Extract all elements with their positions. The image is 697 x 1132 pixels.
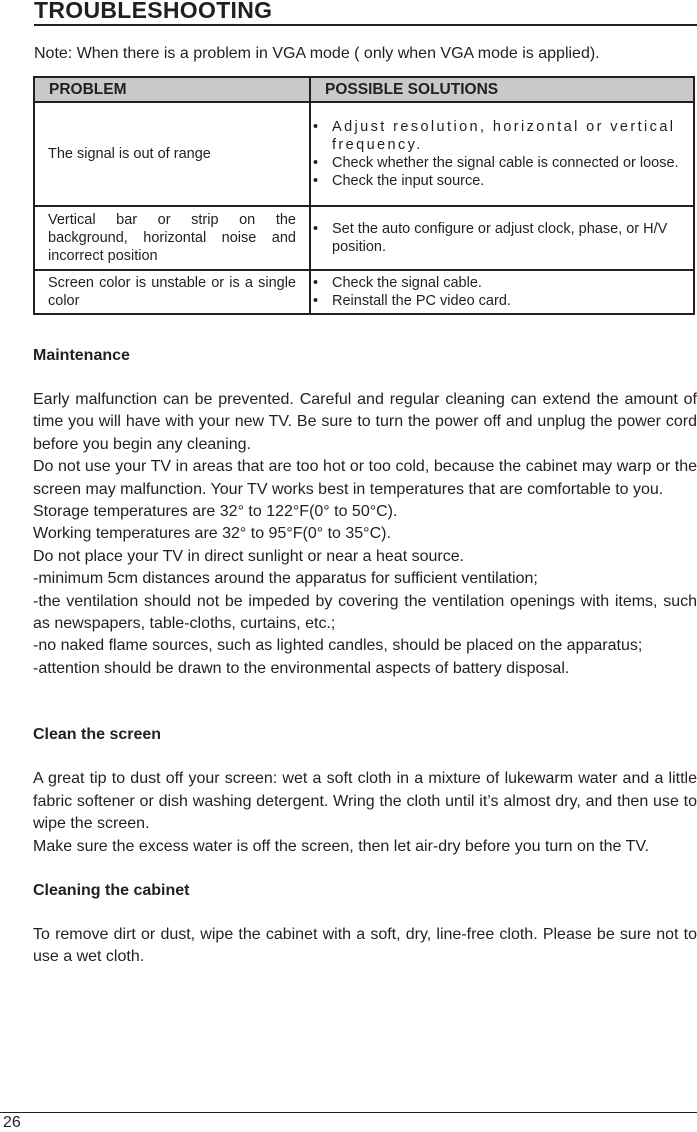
solutions-cell — [310, 206, 694, 270]
table-header-row — [34, 77, 694, 102]
page-title: TROUBLESHOOTING — [34, 0, 697, 26]
paragraph: -attention should be drawn to the environmental aspects of battery disposal. — [33, 659, 570, 677]
troubleshooting-table — [33, 76, 695, 315]
table-row — [34, 102, 694, 206]
paragraph: A great tip to dust off your screen: wet a soft cloth in a mixture of lukewarm water and a little fabric softener or dish washing detergent. Wring the cloth until it’s almost dry, and then use to wipe the screen. — [33, 770, 697, 833]
table-row — [34, 206, 694, 270]
footer-divider — [0, 1112, 697, 1113]
problem-cell: The signal is out of range — [34, 102, 310, 206]
section-heading-clean-cabinet: Cleaning the cabinet — [33, 881, 190, 899]
body-content — [33, 345, 697, 969]
vga-note: Note: When there is a problem in VGA mode ( only when VGA mode is applied). — [34, 45, 600, 62]
paragraph: -the ventilation should not be impeded by covering the ventilation openings with items, such as newspapers, table-cloths, curtains, etc.; — [33, 592, 697, 633]
paragraph: Working temperatures are 32° to 95°F(0° to 35°C). — [33, 525, 391, 543]
paragraph: Storage temperatures are 32° to 122°F(0° to 50°C). — [33, 503, 398, 521]
paragraph: To remove dirt or dust, wipe the cabinet with a soft, dry, line-free cloth. Please be sure not to use a wet cloth. — [33, 925, 697, 966]
paragraph: Do not use your TV in areas that are too hot or too cold, because the cabinet may warp or the screen may malfunction. Your TV works best in temperatures that are comfortable to you. — [33, 458, 697, 498]
solution-item: • Check whether the signal cable is connected or loose. — [311, 154, 691, 172]
paragraph: -minimum 5cm distances around the apparatus for sufficient ventilation; — [33, 570, 538, 588]
paragraph: Do not place your TV in direct sunlight or near a heat source. — [33, 547, 465, 565]
solution-item: • Reinstall the PC video card. — [311, 292, 691, 310]
paragraph: -no naked flame sources, such as lighted candles, should be placed on the apparatus; — [33, 637, 643, 655]
solutions-list — [311, 220, 691, 256]
column-header-problem: PROBLEM — [34, 77, 310, 102]
solution-item: • Adjust resolution, horizontal or vertical frequency. — [311, 118, 691, 154]
solution-item: • Set the auto configure or adjust clock, phase, or H/V position. — [311, 220, 691, 256]
solutions-list — [311, 274, 691, 310]
problem-cell: Screen color is unstable or is a single color — [34, 270, 310, 314]
solution-item: • Check the input source. — [311, 172, 691, 190]
section-heading-maintenance: Maintenance — [33, 347, 130, 364]
problem-cell: Vertical bar or strip on the background, horizontal noise and incorrect position — [34, 206, 310, 270]
solutions-list — [311, 118, 691, 190]
column-header-solutions: POSSIBLE SOLUTIONS — [310, 77, 694, 102]
solutions-cell — [310, 270, 694, 314]
section-heading-clean-screen: Clean the screen — [33, 726, 162, 744]
page-number: 26 — [3, 1114, 21, 1131]
paragraph: Make sure the excess water is off the screen, then let air-dry before you turn on the TV. — [33, 837, 650, 855]
table-row — [34, 270, 694, 314]
solutions-cell — [310, 102, 694, 206]
paragraph: Early malfunction can be prevented. Careful and regular cleaning can extend the amount of time you will have with your new TV. Be sure to turn the power off and unplug the power cord before you begin any cleaning. — [33, 391, 697, 453]
solution-item: • Check the signal cable. — [311, 274, 691, 292]
